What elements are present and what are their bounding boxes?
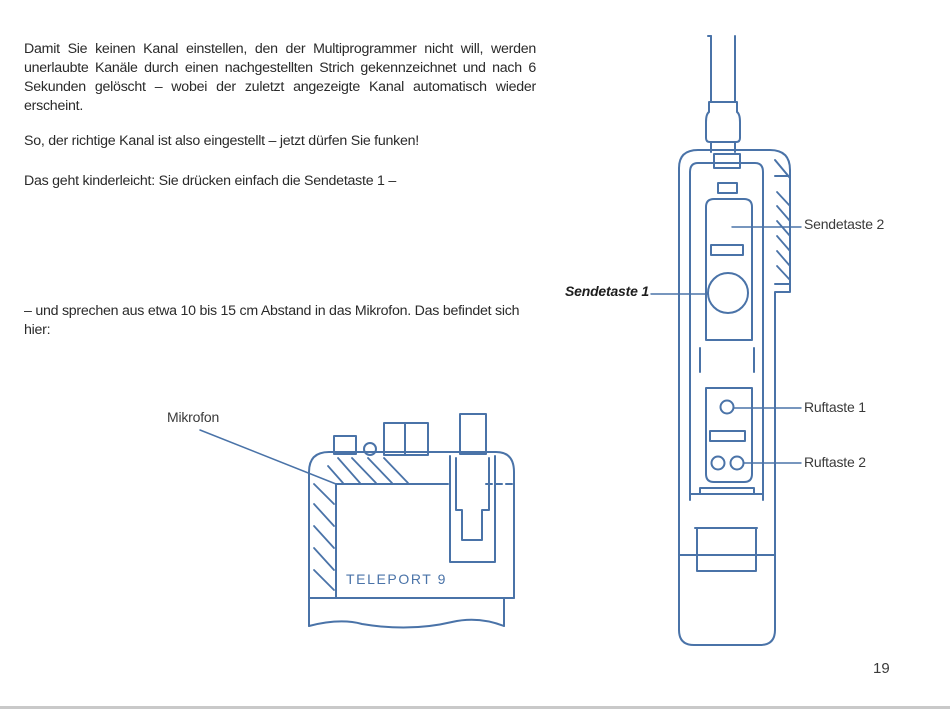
sendetaste-2-label: Sendetaste 2 — [804, 216, 885, 232]
paragraph-press-button: Das geht kinderleicht: Sie drücken einfach die Sendetaste 1 – — [24, 173, 396, 189]
sendetaste-1-button — [708, 273, 748, 313]
sendetaste-1-label: Sendetaste 1 — [565, 283, 649, 299]
device-top-view-illustration — [200, 414, 514, 628]
ruftaste-2-button-b — [731, 457, 744, 470]
ruftaste-2-button-a — [712, 457, 725, 470]
ruftaste-1-button — [721, 401, 734, 414]
ruftaste-2-label: Ruftaste 2 — [804, 454, 866, 470]
paragraph-channel-info: Damit Sie keinen Kanal einstellen, den der Multiprogrammer nicht will, werden unerlaubte Kanäle durch einen nachgestellten Strich gekennzeichnet und nach 6 Sekunden gelöscht – wobei der zuletzt angezeigte Kanal automatisch wieder erscheint. — [24, 41, 536, 114]
device-brand-label: TELEPORT 9 — [346, 571, 448, 587]
mikrofon-label: Mikrofon — [167, 409, 220, 425]
sendetaste-2-ribs — [777, 192, 790, 280]
paragraph-speak-microphone: – und sprechen aus etwa 10 bis 15 cm Abstand in das Mikrofon. Das befindet sich hier: — [24, 303, 520, 338]
paragraph-channel-set: So, der richtige Kanal ist also eingestellt – jetzt dürfen Sie funken! — [24, 133, 419, 149]
knob-round — [364, 443, 376, 455]
ruftaste-1-label: Ruftaste 1 — [804, 399, 866, 415]
leader-lines — [651, 227, 801, 463]
page-number: 19 — [873, 660, 890, 677]
antenna-stub — [460, 414, 486, 454]
handset-front-illustration — [651, 36, 801, 645]
